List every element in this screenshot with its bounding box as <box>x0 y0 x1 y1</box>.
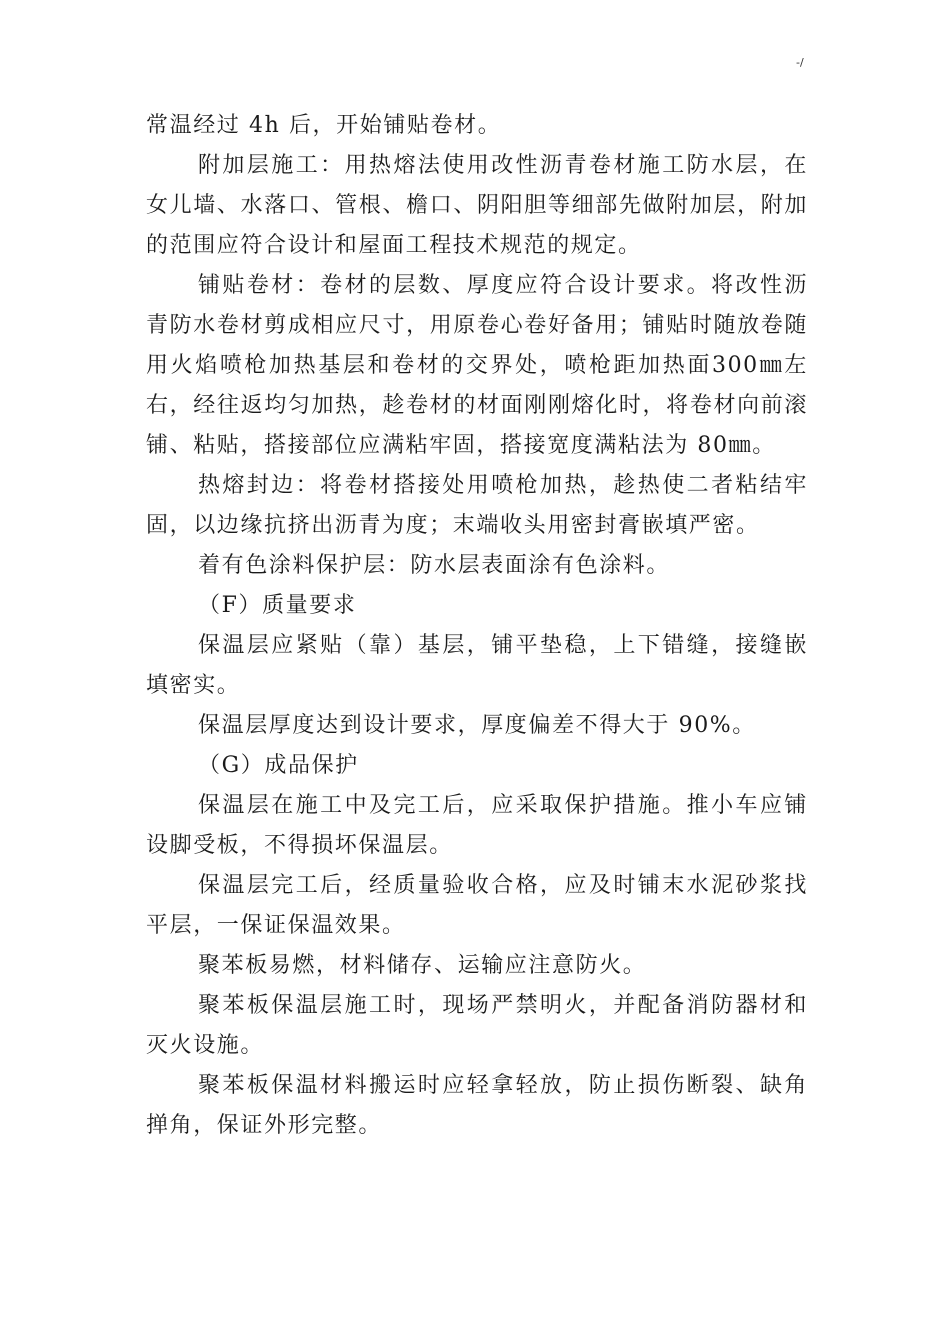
paragraph-hot-melt-edge: 热熔封边：将卷材搭接处用喷枪加热，趁热使二者粘结牢固，以边缘抗挤出沥青为度；末端收头用密封膏嵌填严密。 <box>146 473 808 538</box>
paragraph-protection-3: 聚苯板易燃，材料储存、运输应注意防火。 <box>198 953 647 978</box>
paragraph-protection-1: 保温层在施工中及完工后，应采取保护措施。推小车应铺设脚受板，不得损坏保温层。 <box>146 793 808 858</box>
paragraph-protection-2: 保温层完工后，经质量验收合格，应及时铺末水泥砂浆找平层，一保证保温效果。 <box>146 873 808 938</box>
paragraph-continuation: 常温经过 4h 后，开始铺贴卷材。 <box>146 113 502 138</box>
document-body <box>146 106 808 1146</box>
page-mark: -/ <box>796 56 804 69</box>
paragraph-laying-membrane: 铺贴卷材：卷材的层数、厚度应符合设计要求。将改性沥青防水卷材剪成相应尺寸，用原卷心卷好备用；铺贴时随放卷随用火焰喷枪加热基层和卷材的交界处，喷枪距加热面300㎜左右，经往返均匀加热，趁卷材的材面刚刚熔化时，将卷材向前滚铺、粘贴，搭接部位应满粘牢固，搭接宽度满粘法为 80㎜。 <box>146 273 808 458</box>
paragraph-quality-2: 保温层厚度达到设计要求，厚度偏差不得大于 90%。 <box>198 713 756 738</box>
paragraph-protection-4: 聚苯板保温层施工时，现场严禁明火，并配备消防器材和灭火设施。 <box>146 993 808 1058</box>
section-heading-protection: （G）成品保护 <box>198 753 359 778</box>
section-heading-quality: （F）质量要求 <box>198 593 357 618</box>
paragraph-additional-layer: 附加层施工：用热熔法使用改性沥青卷材施工防水层，在女儿墙、水落口、管根、檐口、阴阳胆等细部先做附加层，附加的范围应符合设计和屋面工程技术规范的规定。 <box>146 153 808 258</box>
paragraph-protection-5: 聚苯板保温材料搬运时应轻拿轻放，防止损伤断裂、缺角掸角，保证外形完整。 <box>146 1073 808 1138</box>
paragraph-protective-coating: 着有色涂料保护层：防水层表面涂有色涂料。 <box>198 553 671 578</box>
paragraph-quality-1: 保温层应紧贴（靠）基层，铺平垫稳，上下错缝，接缝嵌填密实。 <box>146 633 808 698</box>
